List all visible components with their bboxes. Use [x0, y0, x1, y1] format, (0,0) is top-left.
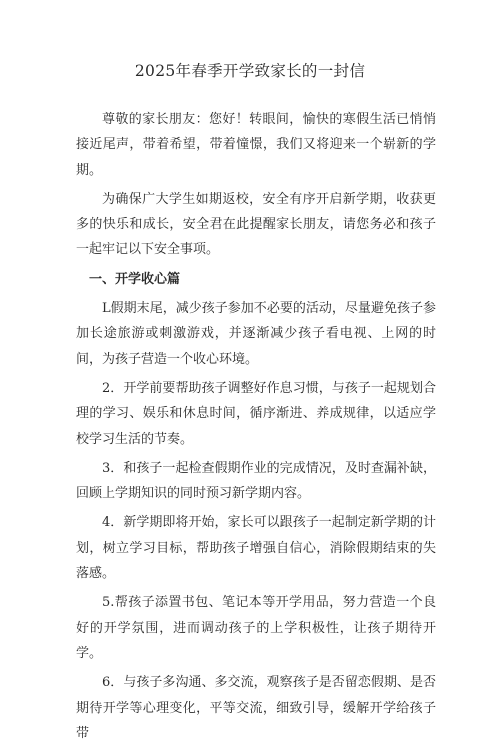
section-heading: 一、开学收心篇 — [89, 271, 181, 287]
list-item: L假期末尾，减少孩子参加不必要的活动，尽量避免孩子参加长途旅游或刺激游戏，并逐渐减少孩子看电视、上网的时间，为孩子营造一个收心环境。 — [76, 301, 436, 367]
list-item: 3．和孩子一起检查假期作业的完成情况，及时查漏补缺，回顾上学期知识的同时预习新学期内容。 — [76, 460, 436, 502]
list-item: 2．开学前要帮助孩子调整好作息习惯，与孩子一起规划合理的学习、娱乐和休息时间，循序渐进、养成规律，以适应学校学习生活的节奏。 — [76, 380, 436, 447]
list-item: 5.帮孩子添置书包、笔记本等开学用品，努力营造一个良好的开学氛围，进而调动孩子的上学积极性，让孩子期待开学。 — [76, 595, 436, 661]
letter-title: 2025年春季开学致家长的一封信 — [134, 62, 366, 80]
list-item: 4．新学期即将开始，家长可以跟孩子一起制定新学期的计划，树立学习目标，帮助孩子增强自信心，消除假期结束的失落感。 — [76, 515, 436, 582]
letter-body — [76, 107, 436, 750]
list-item: 6．与孩子多沟通、多交流，观察孩子是否留恋假期、是否期待开学等心理变化，平等交流，细致引导，缓解开学给孩子带 — [76, 675, 436, 741]
greeting-paragraph: 尊敬的家长朋友：您好！转眼间，愉快的寒假生活已悄悄接近尾声，带着希望，带着憧憬，我们又将迎来一个崭新的学期。 — [76, 112, 436, 178]
intro-paragraph: 为确保广大学生如期返校，安全有序开启新学期，收获更多的快乐和成长，安全君在此提醒家长朋友，请您务必和孩子一起牢记以下安全事项。 — [76, 191, 436, 258]
